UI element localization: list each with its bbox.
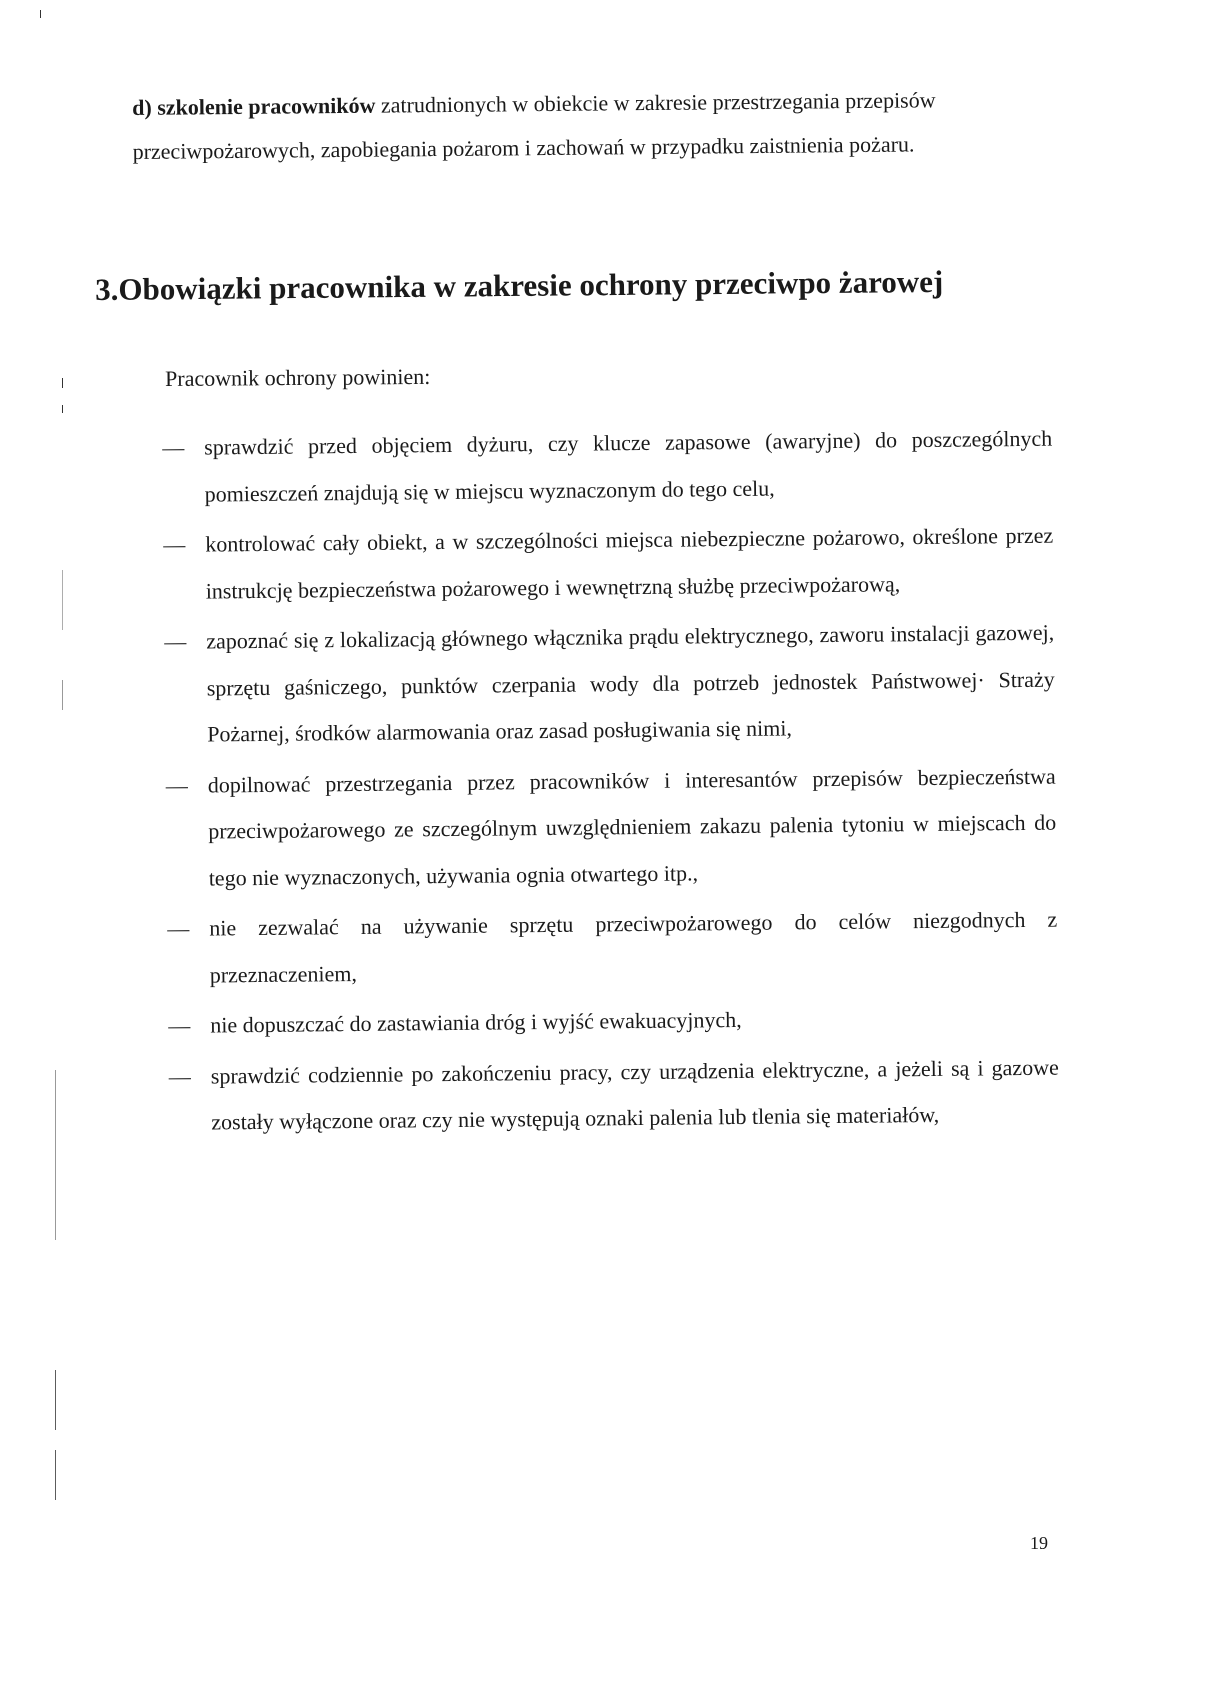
- list-item-text: nie zezwalać na używanie sprzętu przeciwpożarowego do celów niezgodnych z przeznaczeniem,: [209, 906, 1058, 988]
- list-item: [164, 610, 1055, 759]
- section-heading: 3.Obowiązki pracownika w zakresie ochrony przeciwpo żarowej: [95, 263, 944, 307]
- duties-list: [162, 416, 1060, 1151]
- dash-bullet: —: [164, 628, 187, 654]
- list-item: [162, 416, 1053, 518]
- scan-artifact: [62, 570, 63, 630]
- scan-artifact: [62, 680, 63, 710]
- list-item-text: sprawdzić codziennie po zakończeniu pracy, czy urządzenia elektryczne, a jeżeli są i gazowe zostały wyłączone oraz czy nie występują oznaki palenia lub tlenia się materiałów,: [210, 1054, 1059, 1135]
- dash-bullet: —: [162, 434, 185, 460]
- scan-artifact: [40, 10, 41, 18]
- section-d-paragraph: [132, 78, 1013, 174]
- section-d-text: zatrudnionych w obiekcie w zakresie przestrzegania przepisów przeciwpożarowych, zapobiegania pożarom i zachowań w przypadku zaistnienia pożaru.: [132, 87, 936, 164]
- dash-bullet: —: [168, 1012, 191, 1038]
- page-number: 19: [1030, 1533, 1048, 1553]
- list-item-text: kontrolować cały obiekt, a w szczególności miejsca niebezpieczne pożarowo, określone przez instrukcję bezpieczeństwa pożarowego i wewnętrzną służbę przeciwpożarową,: [205, 522, 1054, 604]
- dash-bullet: —: [168, 1063, 191, 1089]
- list-item-text: dopilnować przestrzegania przez pracowników i interesantów przepisów bezpieczeństwa przeciwpożarowego ze szczególnym uwzględnieniem zakazu palenia tytoniu w miejscach do tego nie wyznaczonych, używania ognia otwartego itp.,: [207, 763, 1057, 891]
- list-item: [169, 1044, 1060, 1146]
- scan-artifact: [55, 1370, 56, 1430]
- scan-artifact: [55, 1070, 56, 1240]
- intro-text: Pracownik ochrony powinien:: [165, 363, 431, 391]
- list-item: [166, 753, 1057, 902]
- list-item: [168, 994, 1058, 1050]
- list-item-text: nie dopuszczać do zastawiania dróg i wyjść ewakuacyjnych,: [210, 1006, 742, 1038]
- list-item-text: sprawdzić przed objęciem dyżuru, czy klucze zapasowe (awaryjne) do poszczególnych pomieszczeń znajdują się w miejscu wyznaczonym do tego celu,: [204, 425, 1053, 507]
- dash-bullet: —: [167, 915, 190, 941]
- dash-bullet: —: [163, 531, 186, 557]
- list-item-text: zapoznać się z lokalizacją głównego włącznika prądu elektrycznego, zaworu instalacji gazowej, sprzętu gaśniczego, punktów czerpania wody dla potrzeb jednostek Państwowej· Straży Pożarnej, środków alarmowania oraz zasad posługiwania się nimi,: [206, 619, 1055, 747]
- list-item: [163, 513, 1054, 615]
- section-d-label: d) szkolenie pracowników: [132, 92, 376, 120]
- list-item: [167, 897, 1058, 999]
- dash-bullet: —: [165, 772, 188, 798]
- scan-artifact: [62, 378, 63, 388]
- scan-artifact: [55, 1450, 56, 1500]
- scan-artifact: [62, 405, 63, 413]
